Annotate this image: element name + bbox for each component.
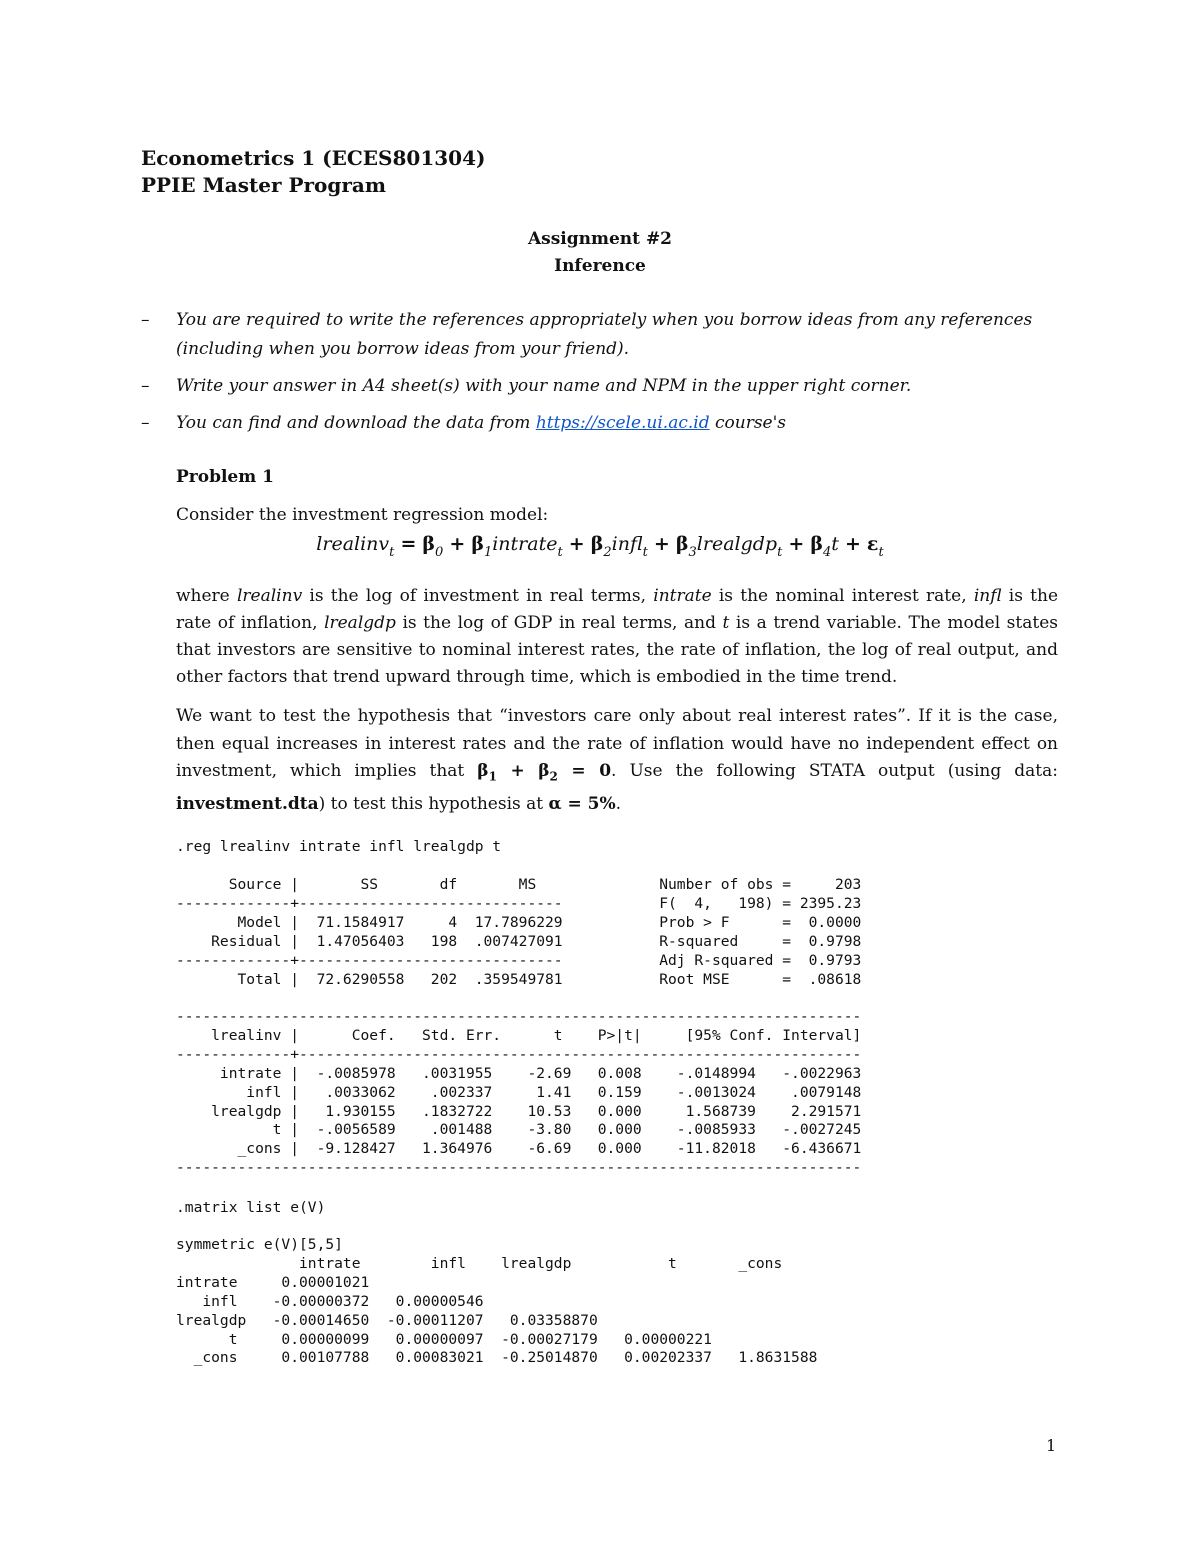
dash-bullet: – bbox=[141, 310, 150, 330]
instruction-text: course's bbox=[709, 413, 787, 433]
problem-intro: Consider the investment regression model: bbox=[176, 505, 549, 525]
instruction-item-continued bbox=[141, 335, 1041, 364]
assignment-title: Assignment #2 bbox=[527, 229, 673, 249]
assignment-subtitle: Inference bbox=[554, 256, 646, 276]
dash-bullet: – bbox=[141, 376, 150, 396]
output-line: intrate 0.00001021 bbox=[176, 1273, 370, 1291]
output-line: lrealgdp | 1.930155 .1832722 10.53 0.000 1.568739 2.291571 bbox=[176, 1102, 862, 1120]
output-line: ------------------------------------------------------------------------------ bbox=[176, 1008, 862, 1025]
output-line: Total | 72.6290558 202 .359549781 Root MSE = .08618 bbox=[176, 970, 862, 988]
coefficient-table bbox=[176, 1008, 976, 1178]
instruction-list bbox=[141, 306, 1041, 438]
output-line: -------------+------------------------------ Adj R-squared = 0.9793 bbox=[176, 951, 862, 969]
significance-level: α = 5% bbox=[548, 793, 616, 814]
problem-heading: Problem 1 bbox=[176, 467, 274, 487]
instruction-item bbox=[141, 306, 1041, 335]
output-line: _cons 0.00107788 0.00083021 -0.25014870 0.00202337 1.8631588 bbox=[176, 1349, 818, 1367]
dataset-name: investment.dta bbox=[176, 793, 319, 814]
dash-bullet: – bbox=[141, 413, 150, 433]
hypothesis-paragraph: We want to test the hypothesis that “investors care only about real interest rates”. If it is the case, then equal increases in interest rates and the rate of inflation would have no independent effect on investment, which implies that $\beta_1 + \beta_2 = 0$. Use the following STATA output (using data: investment.dta) to test this hypothesis at α = 5%. bbox=[176, 706, 1058, 814]
output-line: Model | 71.1584917 4 17.7896229 Prob > F = 0.0000 bbox=[176, 913, 862, 931]
output-line: ------------------------------------------------------------------------------ bbox=[176, 1159, 862, 1177]
output-line: _cons | -9.128427 1.364976 -6.69 0.000 -11.82018 -6.436671 bbox=[176, 1140, 862, 1158]
output-line: lrealgdp -0.00014650 -0.00011207 0.03358870 bbox=[176, 1311, 598, 1329]
anova-table bbox=[176, 876, 976, 989]
output-line: t 0.00000099 0.00000097 -0.00027179 0.00000221 bbox=[176, 1330, 712, 1348]
course-title: Econometrics 1 (ECES801304) bbox=[141, 146, 486, 170]
matrix-command: .matrix list e(V) bbox=[176, 1199, 326, 1216]
instruction-text: Write your answer in A4 sheet(s) with your name and NPM in the upper right corner. bbox=[176, 376, 912, 396]
output-line: lrealinv | Coef. Std. Err. t P>|t| [95% Conf. Interval] bbox=[176, 1026, 862, 1044]
output-line: infl -0.00000372 0.00000546 bbox=[176, 1292, 484, 1310]
page-number: 1 bbox=[1046, 1436, 1057, 1455]
output-line: intrate infl lrealgdp t _cons bbox=[176, 1254, 783, 1272]
beta-sum-expression: $\beta_1 + \beta_2 = 0$ bbox=[477, 761, 612, 784]
program-title: PPIE Master Program bbox=[141, 173, 387, 197]
output-line: Source | SS df MS Number of obs = 203 bbox=[176, 876, 862, 893]
output-line: symmetric e(V)[5,5] bbox=[176, 1236, 343, 1253]
instruction-text: You can find and download the data from bbox=[176, 413, 536, 433]
regression-command: .reg lrealinv intrate infl lrealgdp t bbox=[176, 838, 502, 855]
instruction-text: (including when you borrow ideas from your friend). bbox=[176, 339, 630, 359]
regression-equation: lrealinv$_t$ = $\beta_0$ + $\beta_1intrate_t$ + $\beta_2infl_t$ + $\beta_3lrealgdp_t + \beta_4t + \varepsilon_t$ bbox=[316, 533, 884, 560]
output-line: t | -.0056589 .001488 -3.80 0.000 -.0085933 -.0027245 bbox=[176, 1121, 862, 1139]
output-line: -------------+------------------------------ F( 4, 198) = 2395.23 bbox=[176, 894, 862, 912]
instruction-text: You are required to write the references appropriately when you borrow ideas from any references bbox=[176, 310, 1033, 330]
instruction-item bbox=[141, 409, 1041, 438]
output-line: -------------+---------------------------------------------------------------- bbox=[176, 1045, 862, 1063]
covariance-matrix bbox=[176, 1236, 976, 1368]
scele-link[interactable]: https://scele.ui.ac.id bbox=[535, 413, 710, 433]
instruction-item bbox=[141, 372, 1041, 401]
variable-description-paragraph: where lrealinv is the log of investment in real terms, intrate is the nominal interest rate, infl is the rate of inflation, lrealgdp is the log of GDP in real terms, and t is a trend variable. The model states that investors are sensitive to nominal interest rates, the rate of inflation, the log of real output, and other factors that trend upward through time, which is embodied in the time trend. bbox=[176, 586, 1059, 687]
output-line: infl | .0033062 .002337 1.41 0.159 -.0013024 .0079148 bbox=[176, 1083, 862, 1101]
output-line: intrate | -.0085978 .0031955 -2.69 0.008 -.0148994 -.0022963 bbox=[176, 1064, 862, 1082]
output-line: Residual | 1.47056403 198 .007427091 R-squared = 0.9798 bbox=[176, 932, 862, 950]
